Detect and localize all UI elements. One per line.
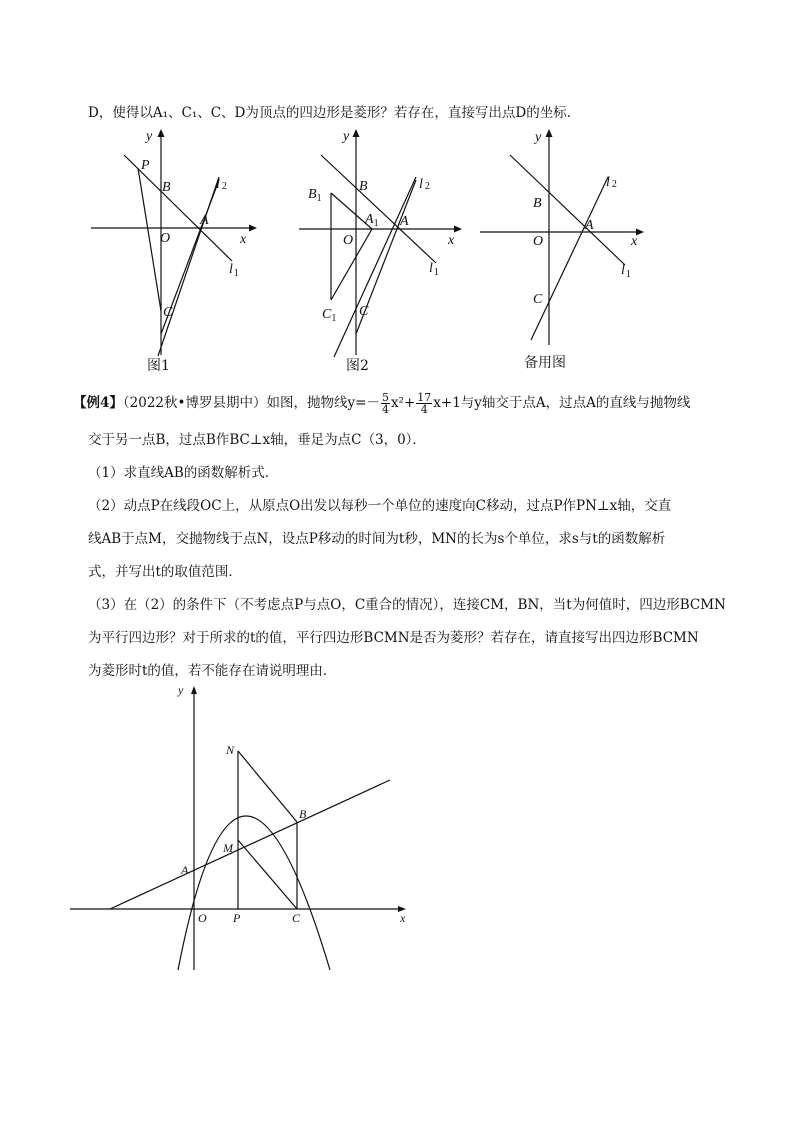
point-c-label: C — [163, 305, 173, 320]
example-source: （2022秋•博罗县期中）如图，抛物线 — [122, 395, 348, 411]
line-l2-label: l 2 — [216, 177, 227, 192]
point-a-label: A — [200, 213, 209, 228]
question-2-line-3: 式，并写出t的取值范围． — [88, 564, 242, 580]
example-4-line-1 — [73, 392, 690, 415]
point-c-label: C — [533, 292, 543, 307]
question-3-line-2: 为平行四边形？对于所求的t的值，平行四边形BCMN是否为菱形？若存在，请直接写出四边形BCMN — [88, 630, 699, 646]
caption-figure-spare: 备用图 — [524, 355, 566, 371]
point-a-label: A — [585, 218, 594, 233]
line-l1-label: $l_1$ — [621, 263, 631, 280]
x-axis-label: x — [400, 911, 406, 925]
question-3-line-1: （3）在（2）的条件下（不考虑点P与点O，C重合的情况），连接CM，BN，当t为何值时，四边形BCMN — [88, 597, 726, 613]
point-p-label: P — [141, 158, 150, 173]
point-b1-label: $B_1$ — [308, 187, 322, 204]
x-axis-label: x — [631, 234, 638, 249]
equation-part: x+1与y轴交于点A，过点A的直线与抛物线 — [433, 395, 691, 411]
line-l1-label: $l_1$ — [229, 262, 239, 279]
example-4-line-2: 交于另一点B，过点B作BC⊥x轴，垂足为点C（3，0）． — [88, 432, 426, 448]
question-1: （1）求直线AB的函数解析式． — [88, 465, 279, 481]
point-a-label: A — [400, 214, 409, 229]
point-b-label: B — [299, 807, 307, 821]
point-p-label: P — [233, 911, 241, 925]
point-c1-label: $C_1$ — [322, 307, 337, 324]
y-axis-label: y — [146, 129, 153, 144]
origin-label: O — [343, 233, 354, 248]
question-2-line-2: 线AB于点M，交抛物线于点N，设点P移动的时间为t秒，MN的长为s个单位，求s与t的函数解析 — [88, 531, 666, 547]
point-b-label: B — [533, 196, 542, 211]
x-axis-label: x — [240, 232, 247, 247]
point-b-label: B — [359, 179, 368, 194]
point-c-label: C — [359, 304, 369, 319]
parabola-curve — [178, 816, 330, 970]
equation-part: y=－ — [347, 395, 380, 411]
fraction-17-4: $\frac{17}{4}$ — [417, 391, 432, 416]
point-m-label: M — [223, 841, 233, 855]
figure-parabola — [60, 680, 420, 975]
equation-part: x²+ — [390, 395, 416, 411]
problem-continuation: D，使得以A₁、C₁、C、D为顶点的四边形是菱形？若存在，直接写出点D的坐标． — [88, 105, 581, 121]
example-tag: 【例4】 — [73, 395, 123, 411]
question-2-line-1: （2）动点P在线段OC上，从原点O出发以每秒一个单位的速度向C移动，过点P作PN⊥x轴，交直 — [88, 498, 672, 514]
figure-spare — [478, 125, 653, 350]
y-axis-label: y — [178, 683, 184, 697]
y-axis-label: y — [343, 129, 350, 144]
x-axis-label: x — [448, 233, 455, 248]
figure-2 — [296, 125, 471, 360]
caption-figure-2: 图2 — [346, 358, 369, 374]
point-n-label: N — [226, 743, 235, 757]
line-l1-label: $l_1$ — [429, 261, 439, 278]
line-l2-label: l 2 — [419, 177, 430, 192]
fraction-5-4: $\frac{5}{4}$ — [381, 391, 389, 416]
point-b-label: B — [162, 180, 171, 195]
point-a1-label: $A_1$ — [365, 212, 379, 229]
figure-1 — [86, 125, 266, 360]
y-axis-label: y — [535, 130, 542, 145]
point-c-label: C — [292, 911, 301, 925]
origin-label: O — [198, 911, 207, 925]
line-l2-label: l 2 — [606, 175, 617, 190]
question-3-line-3: 为菱形时t的值，若不能存在请说明理由． — [88, 663, 337, 679]
point-a-label: A — [181, 863, 189, 877]
caption-figure-1: 图1 — [147, 358, 170, 374]
origin-label: O — [160, 231, 171, 246]
origin-label: O — [533, 234, 544, 249]
